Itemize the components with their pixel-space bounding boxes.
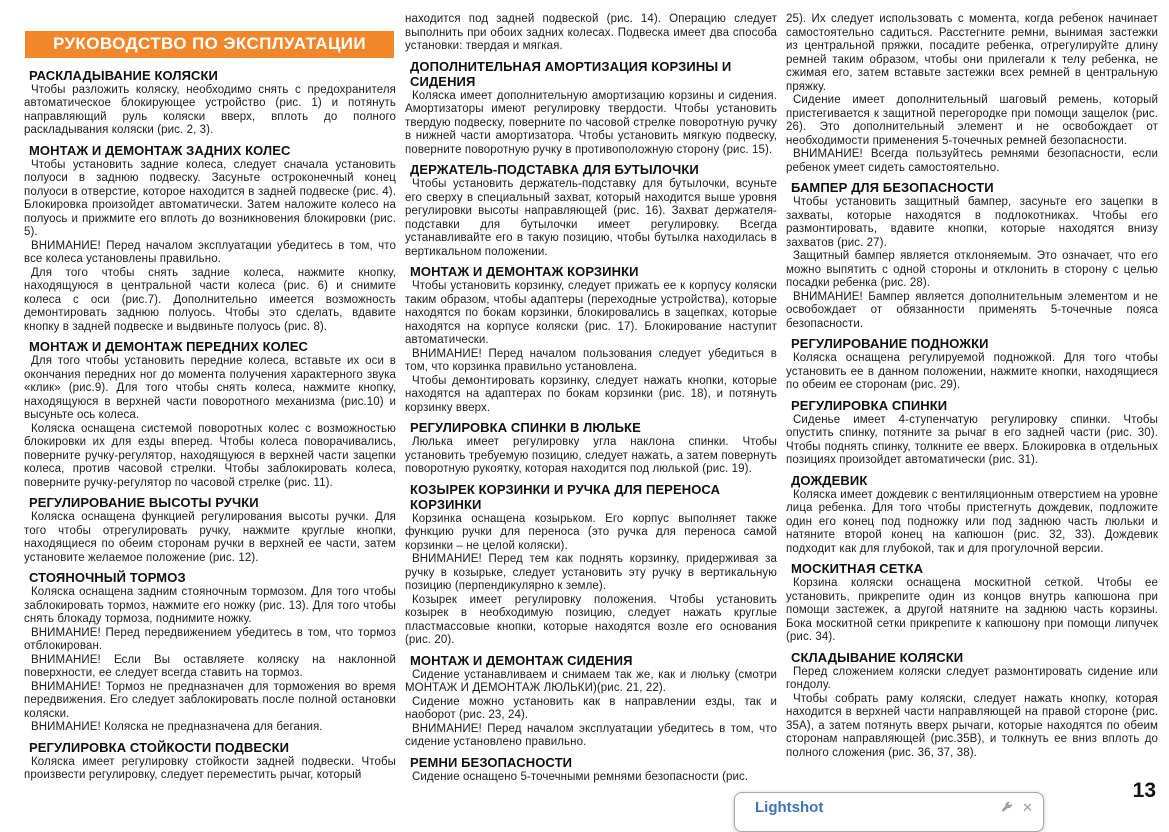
paragraph: Чтобы демонтировать корзинку, следует нажать кнопки, которые находятся на адаптерах по бокам корзинки (рис. 18), и потянуть корзинку вверх. <box>405 374 777 414</box>
text-column-1 <box>24 8 396 784</box>
text-columns <box>24 8 1158 784</box>
paragraph: Защитный бампер является отклоняемым. Это означает, что его можно выпятить с одной стороны и отклонить в сторону с целью посадки ребенка (рис. 28). <box>786 250 1158 289</box>
paragraph: Коляска имеет дождевик с вентиляционным отверстием на уровне лица ребенка. Для того чтобы пристегнуть дождевик, подложите один его конец под подножку или под заднюю часть люльки и натяните второй конец на капюшон (рис. 32, 33). Дождевик подходит как для глубокой, так и для прогулочной версии. <box>786 488 1158 555</box>
paragraph: Коляска имеет дополнительную амортизацию корзины и сидения. Амортизаторы имеют регулировку твердости. Чтобы установить твердую подвеску, поверните по часовой стрелке поворотную ручку в нижней части амортизатора. Чтобы установить мягкую подвеску, поверните поворотную ручку в противоположную сторону (рис. 15). <box>405 89 777 156</box>
section-heading: БАМПЕР ДЛЯ БЕЗОПАСНОСТИ <box>791 180 994 195</box>
section-heading: СКЛАДЫВАНИЕ КОЛЯСКИ <box>791 649 964 665</box>
paragraph: ВНИМАНИЕ! Всегда пользуйтесь ремнями безопасности, если ребенок умеет сидеть самостоятельно. <box>786 148 1158 174</box>
paragraph: ВНИМАНИЕ! Перед началом пользования следует убедиться в том, что корзинка правильно установлена. <box>405 347 777 373</box>
lightshot-popup[interactable] <box>734 792 1044 832</box>
paragraph: Чтобы установить задние колеса, следует сначала установить полуоси в заднюю подвеску. Засуньте остроконечный конец полуоси в отверстие, которое находится в задней подвеске (рис. 4). Блокировка произойдет автоматически. Затем наложите колесо на полуось и прижмите его вплоть до возникновения блокировки (рис. 5). <box>24 158 396 238</box>
section-heading: РЕМНИ БЕЗОПАСНОСТИ <box>410 754 573 770</box>
section-heading: МОНТАЖ И ДЕМОНТАЖ КОРЗИНКИ <box>410 264 639 279</box>
popup-controls <box>1000 799 1033 814</box>
paragraph: Чтобы установить защитный бампер, засуньте его зацепки в захваты, которые находятся в подлокотниках. Чтобы его размонтировать, вдавите кнопки, которые находятся внизу захватов (рис. 27). <box>786 196 1158 249</box>
section-heading: РЕГУЛИРОВАНИЕ ПОДНОЖКИ <box>791 336 989 351</box>
paragraph: Люлька имеет регулировку угла наклона спинки. Чтобы установить требуемую позицию, следует нажать, а затем повернуть поворотную рукоятку, которая находится под люлькой (рис. 19). <box>405 436 777 475</box>
paragraph: Чтобы разложить коляску, необходимо снять с предохранителя автоматическое блокирующее устройство (рис. 1) и потянуть направляющий руль коляски вверх, вплоть до полного раскладывания коляски (рис. 2, 3). <box>24 83 396 136</box>
section-heading: МОНТАЖ И ДЕМОНТАЖ СИДЕНИЯ <box>410 652 633 668</box>
section-heading: СТОЯНОЧНЫЙ ТОРМОЗ <box>29 570 186 585</box>
paragraph: Коляска оснащена функцией регулирования высоты ручки. Для того чтобы отрегулировать ручку, нажмите круглые кнопки, находящиеся по обеим сторонам ручки в верхней ее части, затем установите желаемое положение (рис. 12). <box>24 511 396 564</box>
section-heading: РЕГУЛИРОВКА СПИНКИ <box>791 397 948 413</box>
paragraph: Сидение имеет дополнительный шаговый ремень, который пристегивается к защитной перегородке при помощи защелок (рис. 26). Это дополнительный элемент и не освобождает от необходимости применения 5-точечных ремней безопасности. <box>786 94 1158 147</box>
paragraph: Коляска оснащена задним стояночным тормозом. Для того чтобы заблокировать тормоз, нажмите его ножку (рис. 13). Для того чтобы снять блокаду тормоза, поднимите ножку. <box>24 586 396 625</box>
paragraph: Коляска оснащена регулируемой подножкой. Для того чтобы установить ее в данном положении, нажмите кнопки, находящиеся по обеим ее сторонам (рис. 29). <box>786 352 1158 391</box>
paragraph: Корзина коляски оснащена москитной сеткой. Чтобы ее установить, прикрепите один из концов внутрь капюшона при помощи застежек, а другой натяните на заднюю часть корзины. Бока москитной сетки прикрепите к капюшону при помощи липучек (рис. 34). <box>786 577 1158 643</box>
paragraph: Чтобы установить держатель-подставку для бутылочки, всуньте его сверху в специальный захват, который находится выше уровня регулировки высоты направляющей (рис. 16). Захват держателя-подставки для бутылочки имеет регулировку. Всегда устанавливайте его в такую позицию, чтобы бутылка находилась в вертикальном положении. <box>405 178 777 258</box>
paragraph: Коляска имеет регулировку стойкости задней подвески. Чтобы произвести регулировку, следует переместить рычаг, который <box>24 755 396 781</box>
section-heading: МОНТАЖ И ДЕМОНТАЖ ЗАДНИХ КОЛЕС <box>29 142 291 158</box>
paragraph: находится под задней подвеской (рис. 14). Операцию следует выполнить при обоих задних колесах. Подвеска имеет два способа установки: твердая и мягкая. <box>405 13 777 52</box>
paragraph: ВНИМАНИЕ! Перед передвижением убедитесь в том, что тормоз отблокирован. <box>24 626 396 652</box>
lightshot-app-link[interactable]: Lightshot <box>755 799 824 816</box>
paragraph: Сиденье имеет 4-ступенчатую регулировку спинки. Чтобы опустить спинку, потяните за рычаг в его задней части (рис. 30). Чтобы поднять спинку, толкните ее вверх. Блокировка в отдельных позициях произойдет автоматически (рис. 31). <box>786 413 1158 466</box>
paragraph: Для того чтобы установить передние колеса, вставьте их оси в окончания передних ног до момента получения характерного звука «клик» (рис.9). Для того чтобы снять колеса, нажмите кнопку, находящуюся в верхней части поворотного механизма (рис.10) и высуньте ось колеса. <box>24 355 396 421</box>
paragraph: Сидение оснащено 5-точечными ремнями безопасности (рис. <box>412 770 749 783</box>
paragraph: ВНИМАНИЕ! Коляска не предназначена для бегания. <box>31 721 323 733</box>
paragraph: Чтобы собрать раму коляски, следует нажать кнопку, которая находится в верхней части направляющей на правой стороне (рис. 35A), а затем потянуть вверх рычаги, которые находятся по обеим сторонам направляющей (рис.35B), и толкнуть ее вниз вплоть до полного сложения (рис. 36, 37, 38). <box>786 692 1158 759</box>
paragraph: Корзинка оснащена козырьком. Его корпус выполняет также функцию ручки для переноса (это ручка для переноса самой корзинки – не целой коляски). <box>405 512 777 552</box>
section-heading: РАСКЛАДЫВАНИЕ КОЛЯСКИ <box>29 67 218 83</box>
section-heading: МОНТАЖ И ДЕМОНТАЖ ПЕРЕДНИХ КОЛЕС <box>29 339 309 354</box>
paragraph: ВНИМАНИЕ! Перед началом эксплуатации убедитесь в том, что все колеса установлены правильно. <box>24 239 396 265</box>
text-column-3 <box>786 8 1158 784</box>
paragraph: Перед сложением коляски следует размонтировать сидение или гондолу. <box>786 665 1158 691</box>
paragraph: ВНИМАНИЕ! Бампер является дополнительным элементом и не освобождает от обязанности применять 5-точечные пояса безопасности. <box>786 290 1158 330</box>
paragraph: Сидение устанавливаем и снимаем так же, как и люльку (смотри МОНТАЖ И ДЕМОНТАЖ ЛЮЛЬКИ)(рис. 21, 22). <box>405 668 777 694</box>
text-column-2 <box>405 8 777 784</box>
paragraph: Чтобы установить корзинку, следует прижать ее к корпусу коляски таким образом, чтобы адаптеры (переходные устройства), которые находятся по бокам корзинки, блокировались в зацепках, которые находятся на корпусе коляски (рис. 17). Блокирование наступит автоматически. <box>405 280 777 346</box>
close-icon[interactable]: ✕ <box>1022 800 1033 815</box>
paragraph: ВНИМАНИЕ! Перед началом эксплуатации убедитесь в том, что сидение установлено правильно. <box>405 722 777 748</box>
wrench-icon[interactable] <box>1000 801 1013 814</box>
paragraph: 25). Их следует использовать с момента, когда ребенок начинает самостоятельно садиться. Расстегните ремни, вынимая застежки из центральной пряжки, посадите ребенка, отрегулируйте длину ремней таким образом, чтобы они прилегали к телу ребенка, не сжимая его, затем вставьте застежки всех ремней в центральную пряжку. <box>786 13 1158 93</box>
paragraph: ВНИМАНИЕ! Тормоз не предназначен для торможения во время передвижения. Его следует заблокировать после полной остановки коляски. <box>24 680 396 720</box>
section-heading: ДОПОЛНИТЕЛЬНАЯ АМОРТИЗАЦИЯ КОРЗИНЫ И СИДЕНИЯ <box>410 58 732 89</box>
paragraph: Сидение можно установить как в направлении езды, так и наоборот (рис. 23, 24). <box>405 695 777 721</box>
page-number: 13 <box>1132 779 1156 802</box>
paragraph: Коляска оснащена системой поворотных колес с возможностью блокировки их для езды вперед. Чтобы колеса поворачивались, поверните ручку-регулятор, находящуюся в верхней части зацепки колеса, против часовой стрелки. Чтобы заблокировать колеса, поверните ручку-регулятор по часовой стрелке (рис. 11). <box>24 422 396 489</box>
paragraph: ВНИМАНИЕ! Перед тем как поднять корзинку, придерживая за ручку в козырьке, следует установить эту ручку в вертикальную позицию (перпендикулярно к земле). <box>405 553 777 592</box>
page-title: РУКОВОДСТВО ПО ЭКСПЛУАТАЦИИ <box>25 31 394 58</box>
section-heading: КОЗЫРЕК КОРЗИНКИ И РУЧКА ДЛЯ ПЕРЕНОСА КОРЗИНКИ <box>410 481 721 512</box>
section-heading: РЕГУЛИРОВКА СТОЙКОСТИ ПОДВЕСКИ <box>29 739 290 755</box>
paragraph: ВНИМАНИЕ! Если Вы оставляете коляску на наклонной поверхности, ее следует всегда ставить на тормоз. <box>24 653 396 679</box>
section-heading: ДЕРЖАТЕЛЬ-ПОДСТАВКА ДЛЯ БУТЫЛОЧКИ <box>410 162 699 177</box>
paragraph: Козырек имеет регулировку положения. Чтобы установить козырек в необходимую позицию, следует нажать круглые пластмассовые кнопки, которые находятся возле его основания (рис. 20). <box>405 593 777 646</box>
section-heading: МОСКИТНАЯ СЕТКА <box>791 561 924 576</box>
section-heading: РЕГУЛИРОВАНИЕ ВЫСОТЫ РУЧКИ <box>29 495 259 510</box>
section-heading: РЕГУЛИРОВКА СПИНКИ В ЛЮЛЬКЕ <box>410 420 641 435</box>
paragraph: Для того чтобы снять задние колеса, нажмите кнопку, находящуюся в центральной части колеса (рис. 6) и снимите колеса с оси (рис.7). Дополнительно имеется возможность демонтировать заднюю полуось. Чтобы это сделать, вдавите кнопку в задней подвеске и выдвиньте полуось (рис. 8). <box>24 266 396 333</box>
section-heading: ДОЖДЕВИК <box>791 472 868 488</box>
